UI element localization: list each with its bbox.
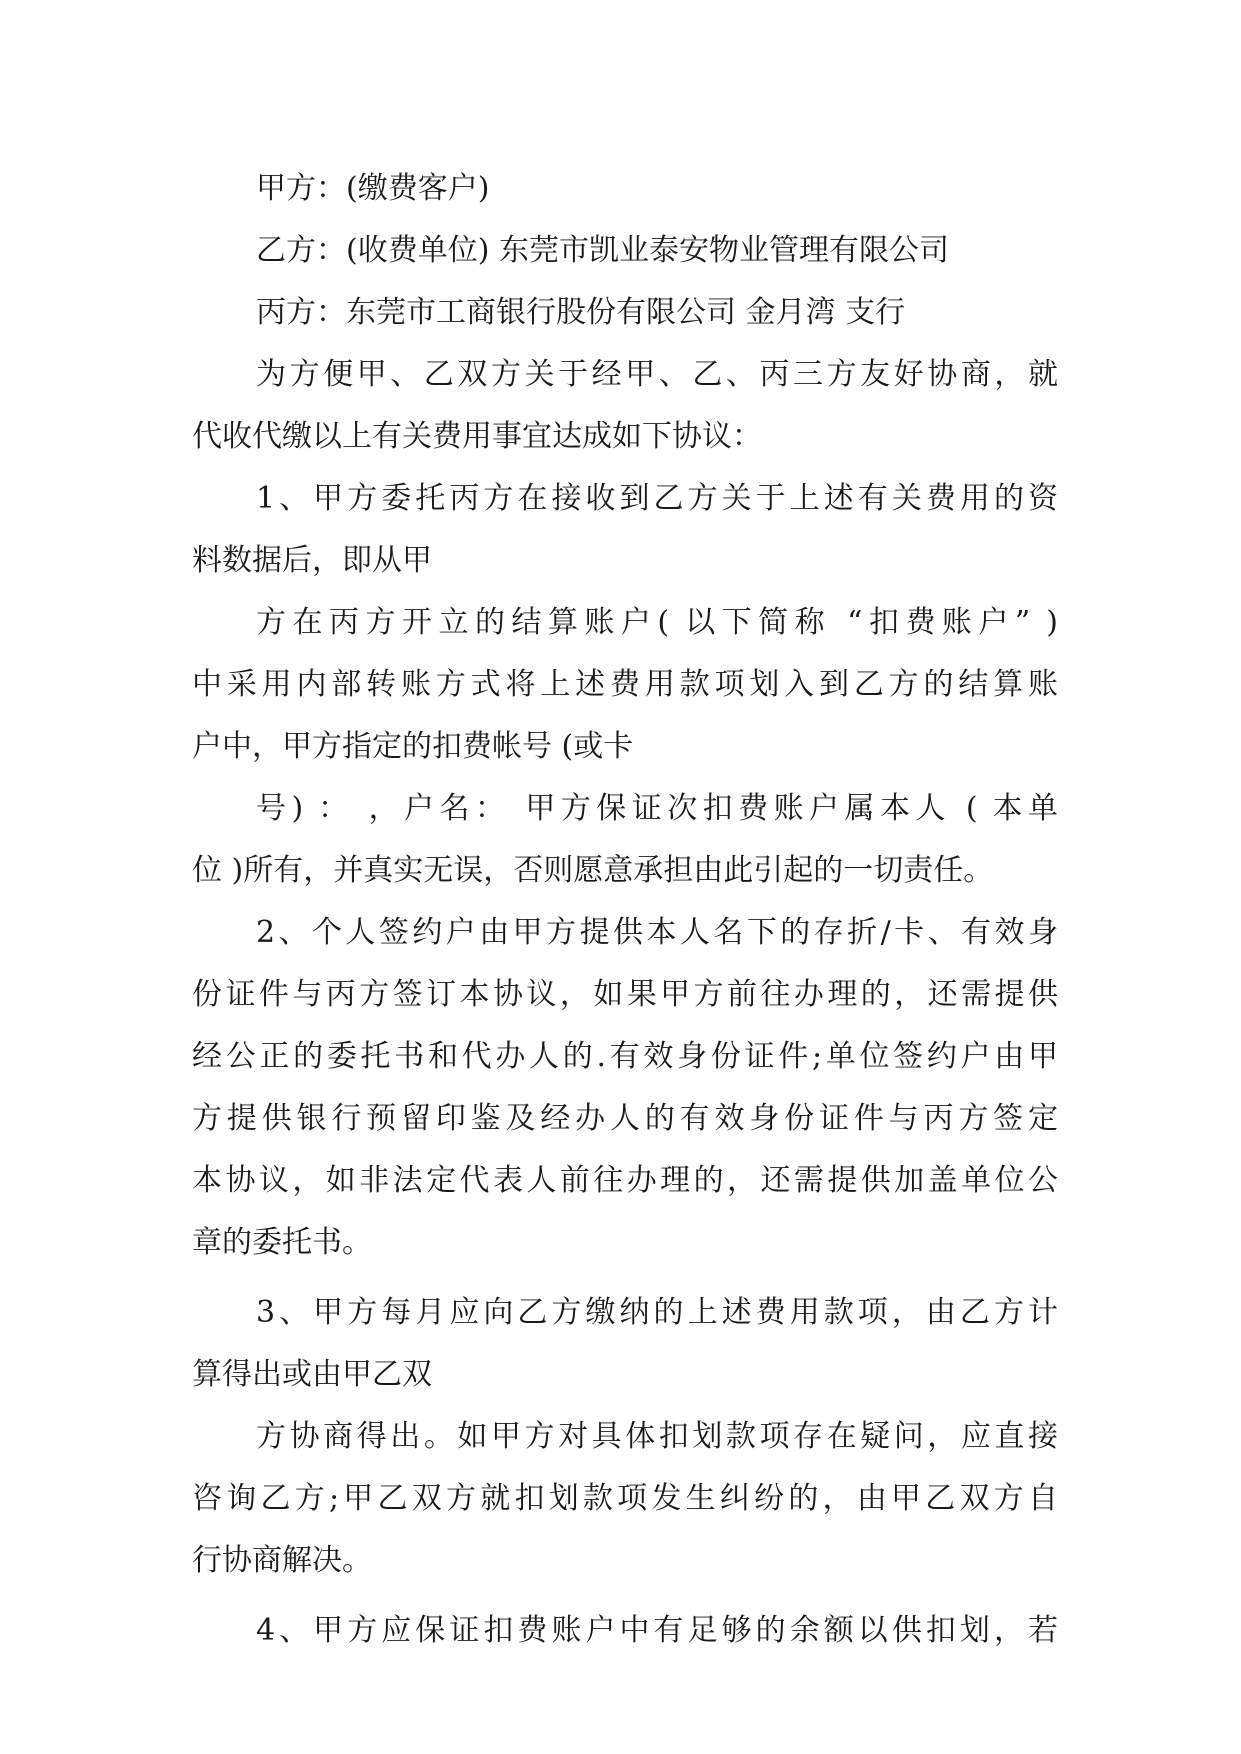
clause-1-line-2: 料数据后，即从甲 <box>192 543 432 578</box>
clause-2-line-1: 2、个人签约户由甲方提供本人名下的存折/卡、有效身 <box>256 915 1058 950</box>
document-body <box>192 158 1058 1662</box>
clause-2-line-4: 方提供银行预留印鉴及经办人的有效身份证件与丙方签定 <box>192 1101 1058 1136</box>
preamble-line-2: 代收代缴以上有关费用事宜达成如下协议： <box>192 419 762 454</box>
clause-4-line-1: 4、甲方应保证扣费账户中有足够的余额以供扣划，若 <box>256 1613 1058 1648</box>
clause-3-line-5: 行协商解决。 <box>192 1543 372 1578</box>
clause-3-line-2: 算得出或由甲乙双 <box>192 1357 432 1392</box>
clause-1-line-7: 位 )所有，并真实无误，否则愿意承担由此引起的一切责任。 <box>192 853 994 888</box>
clause-3-line-3: 方协商得出。如甲方对具体扣划款项存在疑问，应直接 <box>256 1419 1058 1454</box>
clause-2-line-2: 份证件与丙方签订本协议，如果甲方前往办理的，还需提供 <box>192 977 1058 1012</box>
party-c-line: 丙方：东莞市工商银行股份有限公司 金月湾 支行 <box>256 295 906 330</box>
clause-1-line-1: 1、甲方委托丙方在接收到乙方关于上述有关费用的资 <box>256 481 1058 516</box>
party-a-line: 甲方：(缴费客户) <box>256 171 490 206</box>
clause-1-line-3: 方在丙方开立的结算账户( 以下简称 “扣费账户” ) <box>256 605 1058 640</box>
clause-2-line-3: 经公正的委托书和代办人的.有效身份证件;单位签约户由甲 <box>192 1039 1058 1074</box>
clause-1-line-6: 号) ： ，户名： 甲方保证次扣费账户属本人 ( 本单 <box>256 791 1058 826</box>
clause-3-line-4: 咨询乙方;甲乙双方就扣划款项发生纠纷的，由甲乙双方自 <box>192 1481 1058 1516</box>
clause-1-line-4: 中采用内部转账方式将上述费用款项划入到乙方的结算账 <box>192 667 1058 702</box>
clause-2-line-5: 本协议，如非法定代表人前往办理的，还需提供加盖单位公 <box>192 1163 1058 1198</box>
clause-3-line-1: 3、甲方每月应向乙方缴纳的上述费用款项，由乙方计 <box>256 1295 1058 1330</box>
clause-2-line-6: 章的委托书。 <box>192 1225 372 1260</box>
party-b-line: 乙方：(收费单位) 东莞市凯业泰安物业管理有限公司 <box>256 233 949 268</box>
preamble-line-1: 为方便甲、乙双方关于经甲、乙、丙三方友好协商，就 <box>256 357 1058 392</box>
clause-1-line-5: 户中，甲方指定的扣费帐号 (或卡 <box>192 729 634 764</box>
